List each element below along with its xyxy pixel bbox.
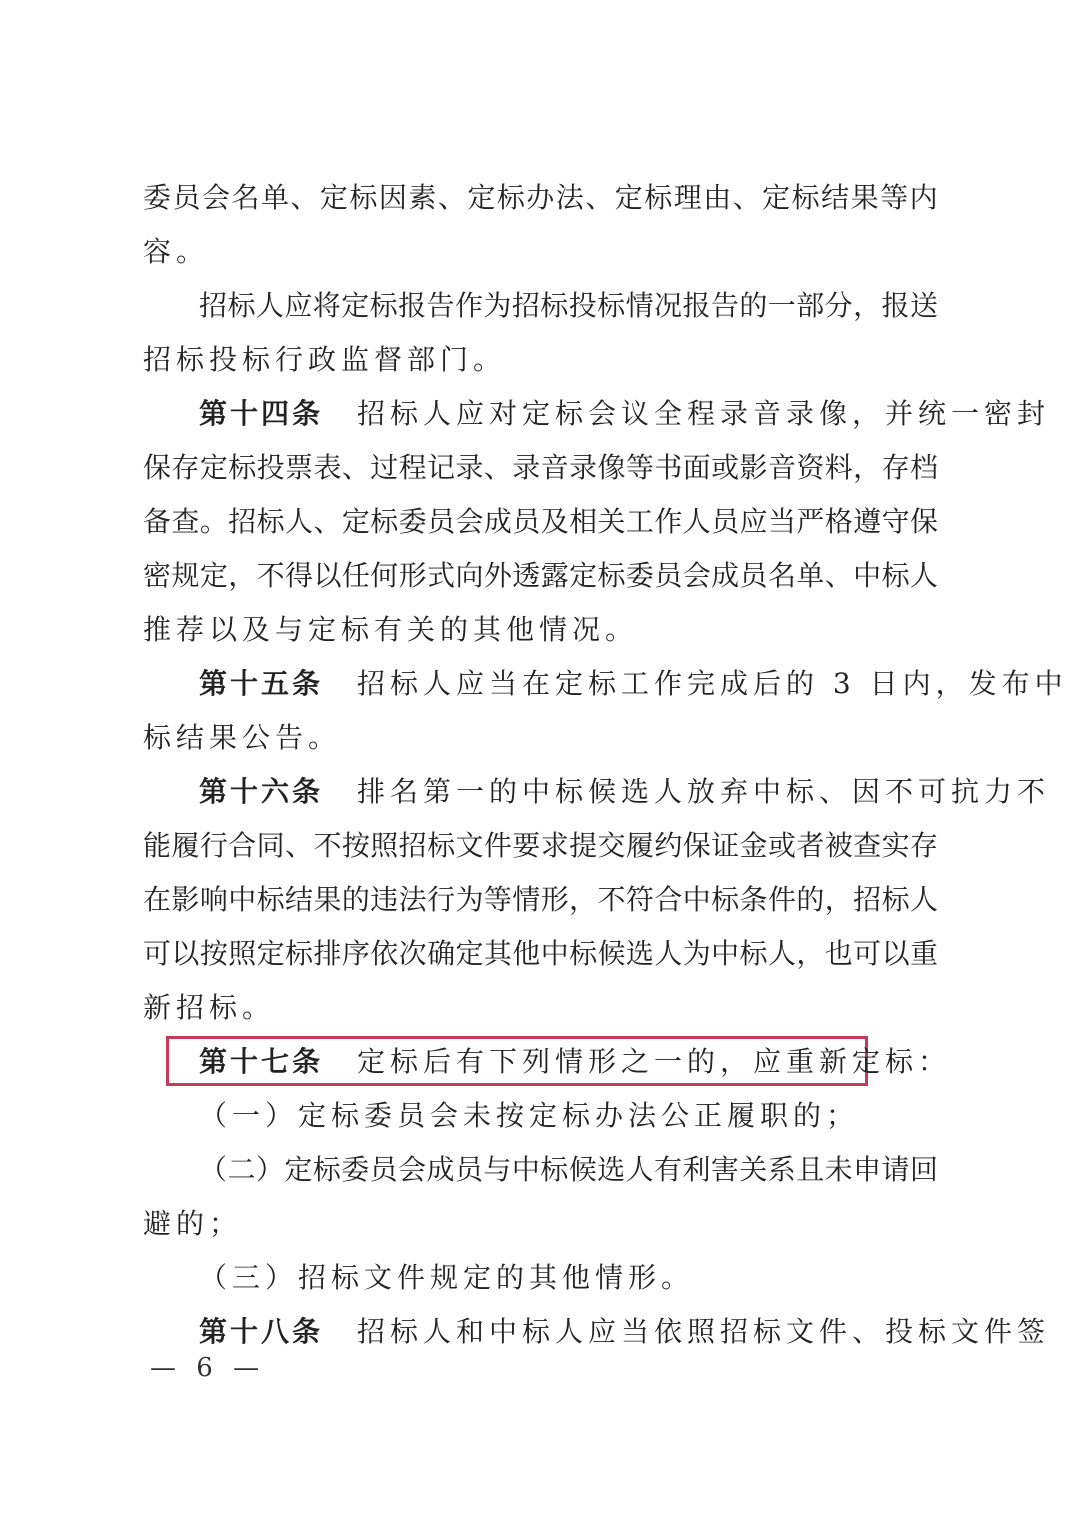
glyph: 标: [540, 289, 569, 322]
glyph: 标: [569, 937, 598, 970]
glyph: 工: [625, 505, 654, 538]
glyph: 标: [739, 937, 768, 970]
glyph: 得: [285, 559, 314, 592]
glyph: 会: [201, 181, 230, 214]
glyph: 情: [512, 883, 541, 916]
glyph: 定: [569, 559, 598, 592]
glyph: 实: [881, 829, 910, 862]
glyph: 重: [909, 937, 938, 970]
glyph: 告: [426, 289, 455, 322]
glyph: 次: [398, 937, 427, 970]
glyph: 外: [483, 559, 512, 592]
glyph: 害: [710, 1153, 739, 1186]
paragraph-line: [143, 927, 938, 981]
glyph: 人: [654, 937, 683, 970]
glyph: 录: [569, 451, 598, 484]
glyph: 或: [767, 829, 796, 862]
glyph: 确: [427, 937, 456, 970]
glyph: 要: [512, 829, 541, 862]
glyph: 行: [427, 883, 456, 916]
glyph: 人: [767, 937, 796, 970]
glyph: 况: [654, 289, 683, 322]
glyph: 法: [398, 883, 427, 916]
glyph: 标: [597, 289, 626, 322]
glyph: 合: [228, 829, 257, 862]
glyph: 名: [231, 181, 260, 214]
glyph: 结: [821, 181, 850, 214]
glyph: 选: [625, 937, 654, 970]
article-18: [199, 1305, 1050, 1359]
glyph: 序: [341, 937, 370, 970]
glyph: 应: [739, 505, 768, 538]
line-text: [199, 279, 938, 333]
glyph: 履: [625, 829, 654, 862]
glyph: 定: [762, 181, 791, 214]
glyph: 选: [597, 1153, 626, 1186]
glyph: 单: [260, 181, 289, 214]
article-15: [199, 657, 1068, 711]
glyph: 员: [454, 1153, 483, 1186]
glyph: 中: [682, 883, 711, 916]
glyph: （: [199, 1153, 228, 1186]
glyph: 格: [824, 505, 853, 538]
glyph: 标: [427, 829, 456, 862]
glyph: 员: [369, 1153, 398, 1186]
glyph: 照: [228, 937, 257, 970]
glyph: 定: [455, 937, 484, 970]
glyph: 一: [767, 289, 796, 322]
glyph: 关: [739, 1153, 768, 1186]
glyph: 或: [711, 451, 740, 484]
article-title: 第十七条: [199, 1045, 324, 1078]
glyph: 标: [227, 289, 256, 322]
glyph: 为: [455, 883, 484, 916]
glyph: 件: [483, 829, 512, 862]
glyph: 中: [228, 883, 257, 916]
glyph: 中: [511, 1153, 540, 1186]
glyph: 表: [313, 451, 342, 484]
glyph: ）: [255, 1153, 284, 1186]
glyph: 、: [313, 505, 342, 538]
glyph: 查: [853, 829, 882, 862]
glyph: 标: [349, 181, 378, 214]
glyph: ，: [853, 289, 882, 322]
glyph: 名: [767, 559, 796, 592]
glyph: 中: [711, 937, 740, 970]
article-title: 第十四条: [199, 397, 324, 430]
glyph: 且: [796, 1153, 825, 1186]
paragraph-line: [143, 873, 938, 927]
glyph: 员: [739, 559, 768, 592]
glyph: 提: [569, 829, 598, 862]
glyph: 会: [398, 1153, 427, 1186]
paragraph-line: 标结果公告。: [143, 721, 342, 754]
glyph: 当: [767, 505, 796, 538]
glyph: 料: [824, 451, 853, 484]
glyph: 候: [568, 1153, 597, 1186]
glyph: 录: [512, 451, 541, 484]
glyph: 音: [767, 451, 796, 484]
glyph: 合: [654, 883, 683, 916]
glyph: 人: [682, 505, 711, 538]
glyph: 响: [199, 883, 228, 916]
glyph: 委: [625, 559, 654, 592]
glyph: 、: [290, 181, 319, 214]
glyph: 以: [881, 937, 910, 970]
glyph: 报: [398, 289, 427, 322]
glyph: 守: [881, 505, 910, 538]
paragraph-line: [143, 495, 938, 549]
glyph: 条: [739, 883, 768, 916]
glyph: 招: [199, 289, 228, 322]
line-text: [143, 819, 938, 873]
line-text: [143, 549, 938, 603]
glyph: ，: [853, 451, 882, 484]
list-item: （一）定标委员会未按定标办法公正履职的；: [199, 1099, 860, 1132]
article-text: 排名第一的中标候选人放弃中标、因不可抗力不: [357, 775, 1051, 808]
glyph: 招: [398, 829, 427, 862]
article-text: 定标后有下列情形之一的，应重新定标：: [357, 1045, 952, 1078]
glyph: 依: [370, 937, 399, 970]
glyph: 标: [881, 883, 910, 916]
list-item: （三）招标文件规定的其他情形。: [199, 1261, 695, 1294]
glyph: 的: [341, 883, 370, 916]
glyph: 露: [540, 559, 569, 592]
glyph: 标: [540, 1153, 569, 1186]
glyph: 查: [171, 505, 200, 538]
glyph: 他: [512, 937, 541, 970]
paragraph-line: [199, 279, 938, 333]
article-title: 第十五条: [199, 667, 324, 700]
glyph: 求: [540, 829, 569, 862]
glyph: 理: [673, 181, 702, 214]
glyph: 利: [682, 1153, 711, 1186]
glyph: 录: [455, 451, 484, 484]
glyph: 法: [555, 181, 584, 214]
paragraph-line: [143, 441, 938, 495]
glyph: 保: [909, 505, 938, 538]
glyph: 招: [511, 289, 540, 322]
glyph: 定: [199, 451, 228, 484]
glyph: 被: [824, 829, 853, 862]
glyph: 记: [427, 451, 456, 484]
glyph: 二: [227, 1153, 256, 1186]
glyph: 请: [881, 1153, 910, 1186]
glyph: 交: [597, 829, 626, 862]
glyph: 以: [171, 937, 200, 970]
glyph: ，: [796, 937, 825, 970]
glyph: 单: [796, 559, 825, 592]
glyph: 密: [143, 559, 172, 592]
glyph: 标: [370, 505, 399, 538]
glyph: 不: [256, 559, 285, 592]
glyph: 定: [341, 505, 370, 538]
glyph: 办: [526, 181, 555, 214]
glyph: 过: [370, 451, 399, 484]
glyph: 规: [171, 559, 200, 592]
article-14: [199, 387, 1050, 441]
glyph: 标: [711, 883, 740, 916]
glyph: 员: [172, 181, 201, 214]
glyph: 何: [370, 559, 399, 592]
glyph: 关: [597, 505, 626, 538]
glyph: 会: [455, 505, 484, 538]
glyph: 按: [199, 937, 228, 970]
glyph: 成: [426, 1153, 455, 1186]
glyph: 也: [824, 937, 853, 970]
glyph: 其: [483, 937, 512, 970]
glyph: 不: [313, 829, 342, 862]
glyph: 音: [540, 451, 569, 484]
glyph: ，: [824, 883, 853, 916]
glyph: 照: [370, 829, 399, 862]
glyph: 保: [143, 451, 172, 484]
glyph: 报: [682, 289, 711, 322]
glyph: 投: [256, 451, 285, 484]
glyph: 备: [143, 505, 172, 538]
glyph: 定: [256, 937, 285, 970]
glyph: 为: [682, 937, 711, 970]
paragraph-line: [143, 549, 938, 603]
glyph: 候: [597, 937, 626, 970]
glyph: 将: [312, 289, 341, 322]
article-17: [199, 1035, 951, 1089]
glyph: 标: [496, 181, 525, 214]
glyph: 者: [796, 829, 825, 862]
glyph: 报: [881, 289, 910, 322]
glyph: 申: [853, 1153, 882, 1186]
glyph: 存: [881, 451, 910, 484]
glyph: 等: [483, 883, 512, 916]
glyph: 中: [853, 559, 882, 592]
paragraph-line: 招标投标行政监督部门。: [143, 343, 507, 376]
glyph: 告: [710, 289, 739, 322]
line-text: [143, 495, 938, 549]
glyph: 件: [767, 883, 796, 916]
glyph: 存: [171, 451, 200, 484]
glyph: 向: [455, 559, 484, 592]
glyph: 员: [427, 505, 456, 538]
glyph: 按: [341, 829, 370, 862]
glyph: 内: [909, 181, 938, 214]
article-text: 招标人应当在定标工作完成后的 3 日内，发布中: [357, 667, 1068, 700]
glyph: 不: [597, 883, 626, 916]
glyph: 能: [143, 829, 172, 862]
glyph: 、: [483, 451, 512, 484]
glyph: 人: [255, 289, 284, 322]
glyph: 、: [585, 181, 614, 214]
glyph: 委: [341, 1153, 370, 1186]
glyph: 严: [796, 505, 825, 538]
glyph: 人: [625, 1153, 654, 1186]
paragraph-line: 新招标。: [143, 991, 276, 1024]
glyph: 招: [228, 505, 257, 538]
glyph: 、: [437, 181, 466, 214]
glyph: 、: [341, 451, 370, 484]
glyph: 定: [614, 181, 643, 214]
glyph: 投: [568, 289, 597, 322]
glyph: 作: [454, 289, 483, 322]
glyph: 人: [285, 505, 314, 538]
glyph: 的: [796, 883, 825, 916]
glyph: 果: [850, 181, 879, 214]
glyph: 标: [256, 505, 285, 538]
glyph: 及: [540, 505, 569, 538]
glyph: 保: [682, 829, 711, 862]
glyph: 、: [732, 181, 761, 214]
glyph: 的: [739, 289, 768, 322]
glyph: 招: [853, 883, 882, 916]
line-text: [143, 873, 938, 927]
glyph: 情: [625, 289, 654, 322]
glyph: 式: [427, 559, 456, 592]
line-text: [143, 171, 938, 225]
glyph: 标: [881, 559, 910, 592]
glyph: 中: [540, 937, 569, 970]
list-item: [199, 1143, 938, 1197]
glyph: 应: [284, 289, 313, 322]
glyph: 履: [171, 829, 200, 862]
glyph: 像: [597, 451, 626, 484]
glyph: 可: [143, 937, 172, 970]
glyph: 约: [654, 829, 683, 862]
glyph: 存: [909, 829, 938, 862]
line-text: [199, 1143, 938, 1197]
article-16: [199, 765, 1050, 819]
glyph: 等: [880, 181, 909, 214]
glyph: 面: [682, 451, 711, 484]
glyph: 标: [256, 883, 285, 916]
glyph: 票: [285, 451, 314, 484]
glyph: 素: [408, 181, 437, 214]
line-text: [143, 441, 938, 495]
glyph: 定: [284, 1153, 313, 1186]
glyph: 未: [824, 1153, 853, 1186]
glyph: 。: [199, 505, 228, 538]
glyph: 相: [569, 505, 598, 538]
glyph: 证: [711, 829, 740, 862]
glyph: 由: [703, 181, 732, 214]
glyph: 成: [711, 559, 740, 592]
glyph: 违: [370, 883, 399, 916]
glyph: 可: [853, 937, 882, 970]
glyph: 文: [455, 829, 484, 862]
glyph: 回: [909, 1153, 938, 1186]
page-number: — 6 —: [150, 1353, 266, 1383]
paragraph-line: 避的；: [143, 1207, 243, 1240]
glyph: 成: [483, 505, 512, 538]
paragraph-line: 容。: [143, 235, 210, 268]
glyph: 部: [796, 289, 825, 322]
glyph: 系: [767, 1153, 796, 1186]
glyph: 员: [654, 559, 683, 592]
glyph: 书: [654, 451, 683, 484]
glyph: 定: [467, 181, 496, 214]
glyph: 行: [199, 829, 228, 862]
glyph: 标: [791, 181, 820, 214]
glyph: 、: [824, 559, 853, 592]
glyph: 结: [285, 883, 314, 916]
article-text: 招标人和中标人应当依照招标文件、投标文件签: [357, 1315, 1051, 1348]
glyph: 影: [171, 883, 200, 916]
article-text: 招标人应对定标会议全程录音录像，并统一密封: [357, 397, 1051, 430]
glyph: 标: [285, 937, 314, 970]
glyph: 定: [319, 181, 348, 214]
paragraph-line: [143, 171, 938, 225]
glyph: 金: [739, 829, 768, 862]
article-title: 第十六条: [199, 775, 324, 808]
glyph: 影: [739, 451, 768, 484]
glyph: 送: [909, 289, 938, 322]
glyph: 标: [228, 451, 257, 484]
glyph: 标: [312, 1153, 341, 1186]
glyph: 档: [909, 451, 938, 484]
glyph: 有: [654, 1153, 683, 1186]
glyph: 人: [909, 883, 938, 916]
article-title: 第十八条: [199, 1315, 324, 1348]
glyph: 程: [398, 451, 427, 484]
paragraph-line: 推荐以及与定标有关的其他情况。: [143, 613, 639, 646]
glyph: 果: [313, 883, 342, 916]
glyph: ，: [569, 883, 598, 916]
glyph: 标: [369, 289, 398, 322]
glyph: 员: [512, 505, 541, 538]
glyph: 因: [378, 181, 407, 214]
glyph: 委: [398, 505, 427, 538]
glyph: 标: [644, 181, 673, 214]
glyph: 标: [597, 559, 626, 592]
glyph: 、: [285, 829, 314, 862]
glyph: 排: [313, 937, 342, 970]
glyph: 形: [398, 559, 427, 592]
glyph: 为: [483, 289, 512, 322]
glyph: 等: [625, 451, 654, 484]
line-text: [143, 927, 938, 981]
glyph: 定: [341, 289, 370, 322]
glyph: 在: [143, 883, 172, 916]
glyph: 人: [909, 559, 938, 592]
glyph: 透: [512, 559, 541, 592]
glyph: 形: [540, 883, 569, 916]
glyph: 会: [682, 559, 711, 592]
glyph: 委: [143, 181, 172, 214]
glyph: 以: [313, 559, 342, 592]
glyph: 同: [256, 829, 285, 862]
glyph: 员: [711, 505, 740, 538]
glyph: 分: [824, 289, 853, 322]
glyph: 作: [654, 505, 683, 538]
glyph: 遵: [853, 505, 882, 538]
glyph: 任: [341, 559, 370, 592]
glyph: 与: [483, 1153, 512, 1186]
glyph: ，: [228, 559, 257, 592]
glyph: 符: [625, 883, 654, 916]
glyph: 资: [796, 451, 825, 484]
glyph: 定: [199, 559, 228, 592]
paragraph-line: [143, 819, 938, 873]
